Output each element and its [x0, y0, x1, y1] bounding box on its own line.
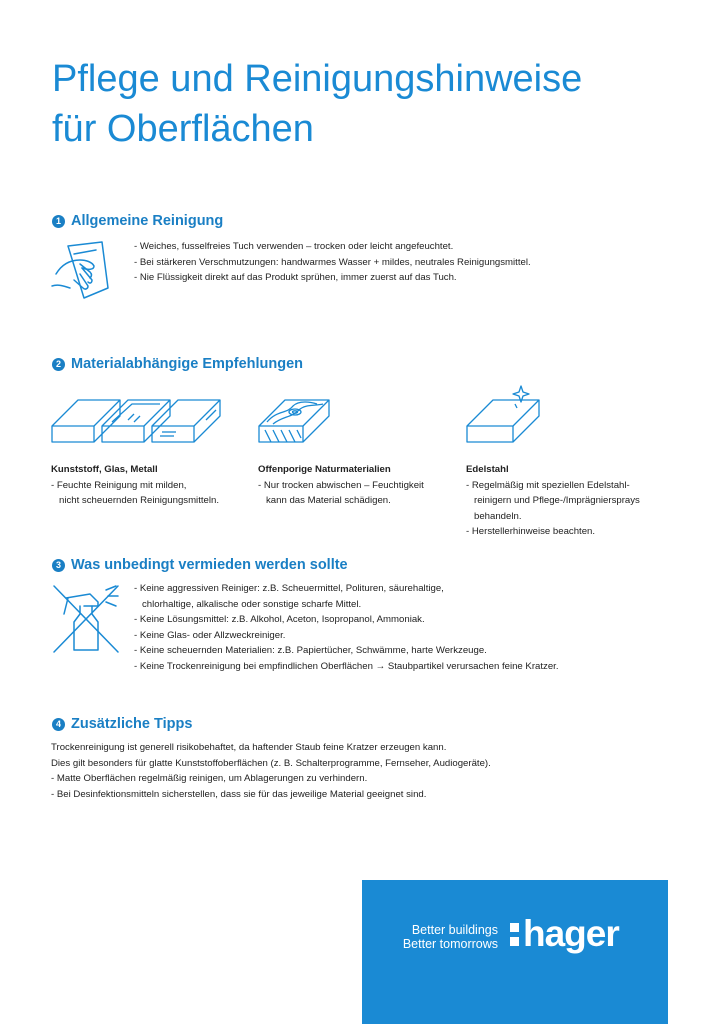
- column-title: Edelstahl: [466, 464, 509, 475]
- list-item: - Keine Lösungsmittel: z.B. Alkohol, Aceton, Isopropanol, Ammoniak.: [134, 614, 425, 625]
- section-number-badge: 4: [52, 718, 65, 731]
- hand-with-cloth-icon: [50, 238, 112, 304]
- crossed-out-spray-bottle-icon: [50, 582, 126, 656]
- section-1-text: [134, 239, 531, 286]
- hager-logo: [510, 914, 619, 954]
- section-title: Allgemeine Reinigung: [71, 213, 224, 229]
- page-title-line-2: für Oberflächen: [52, 108, 314, 150]
- wood-plank-icon: [257, 396, 333, 446]
- slogan-line-1: Better buildings: [411, 923, 498, 937]
- stainless-steel-plate-icon: [465, 382, 545, 446]
- material-column-steel: [466, 462, 640, 540]
- list-item: - Herstellerhinweise beachten.: [466, 526, 596, 537]
- section-title: Zusätzliche Tipps: [71, 716, 193, 732]
- list-item: - Regelmäßig mit speziellen Edelstahl-: [466, 479, 630, 491]
- list-item: reinigern und Pflege-/Imprägniersprays: [474, 495, 640, 506]
- section-3-heading: [52, 557, 348, 573]
- list-item: chlorhaltige, alkalische oder sonstige scharfe Mittel.: [142, 598, 362, 610]
- section-title: Was unbedingt vermieden werden sollte: [71, 557, 348, 573]
- list-item: - Keine scheuernden Materialien: z.B. Papiertücher, Schwämme, harte Werkzeuge.: [134, 645, 487, 656]
- section-number-badge: 2: [52, 358, 65, 371]
- list-item: - Bei stärkeren Verschmutzungen: handwarmes Wasser + mildes, neutrales Reinigungsmittel.: [134, 256, 531, 268]
- list-item: - Keine Glas- oder Allzweckreiniger.: [134, 629, 286, 641]
- paragraph-line: Dies gilt besonders für glatte Kunststoffoberflächen (z. B. Schalterprogramme, Fernseher, Audiogeräte).: [51, 757, 491, 769]
- list-item: - Nur trocken abwischen – Feuchtigkeit: [258, 479, 424, 491]
- plastic-glass-metal-panels-icon: [50, 396, 230, 446]
- list-item: nicht scheuernden Reinigungsmitteln.: [59, 495, 219, 506]
- column-title: Kunststoff, Glas, Metall: [51, 464, 158, 475]
- section-3-text: [134, 581, 559, 674]
- section-1-heading: [52, 213, 223, 229]
- section-number-badge: 1: [52, 215, 65, 228]
- list-item: - Bei Desinfektionsmitteln sicherstellen, dass sie für das jeweilige Material geeignet sind.: [51, 788, 427, 800]
- logo-mark-icon: [510, 921, 519, 948]
- slogan-line-2: Better tomorrows: [402, 937, 498, 951]
- page-title-line-1: Pflege und Reinigungshinweise: [52, 58, 583, 100]
- section-4-heading: [52, 716, 192, 732]
- list-item: - Weiches, fusselfreies Tuch verwenden – trocken oder leicht angefeuchtet.: [134, 241, 454, 252]
- paragraph-line: Trockenreinigung ist generell risikobehaftet, da haftender Staub feine Kratzer erzeugen kann.: [51, 742, 447, 753]
- material-column-natural: [258, 462, 424, 509]
- list-item: - Keine aggressiven Reiniger: z.B. Scheuermittel, Polituren, säurehaltige,: [134, 583, 444, 594]
- section-number-badge: 3: [52, 559, 65, 572]
- page-title: [52, 54, 582, 154]
- list-item: kann das Material schädigen.: [266, 495, 391, 506]
- section-title: Materialabhängige Empfehlungen: [71, 356, 304, 372]
- list-item: - Feuchte Reinigung mit milden,: [51, 479, 187, 491]
- section-4-text: [51, 740, 491, 802]
- section-2-heading: [52, 356, 303, 372]
- brand-footer: [362, 880, 668, 1024]
- logo-wordmark: hager: [523, 913, 619, 954]
- material-column-plastic: [51, 462, 219, 509]
- list-item: - Matte Oberflächen regelmäßig reinigen, um Ablagerungen zu verhindern.: [51, 773, 368, 784]
- list-item: - Nie Flüssigkeit direkt auf das Produkt sprühen, immer zuerst auf das Tuch.: [134, 272, 457, 283]
- column-title: Offenporige Naturmaterialien: [258, 464, 391, 475]
- list-item: behandeln.: [474, 510, 522, 522]
- brand-slogan: [403, 923, 498, 951]
- list-item: - Keine Trockenreinigung bei empfindlichen Oberflächen → Staubpartikel verursachen feine Kratzer.: [134, 660, 559, 672]
